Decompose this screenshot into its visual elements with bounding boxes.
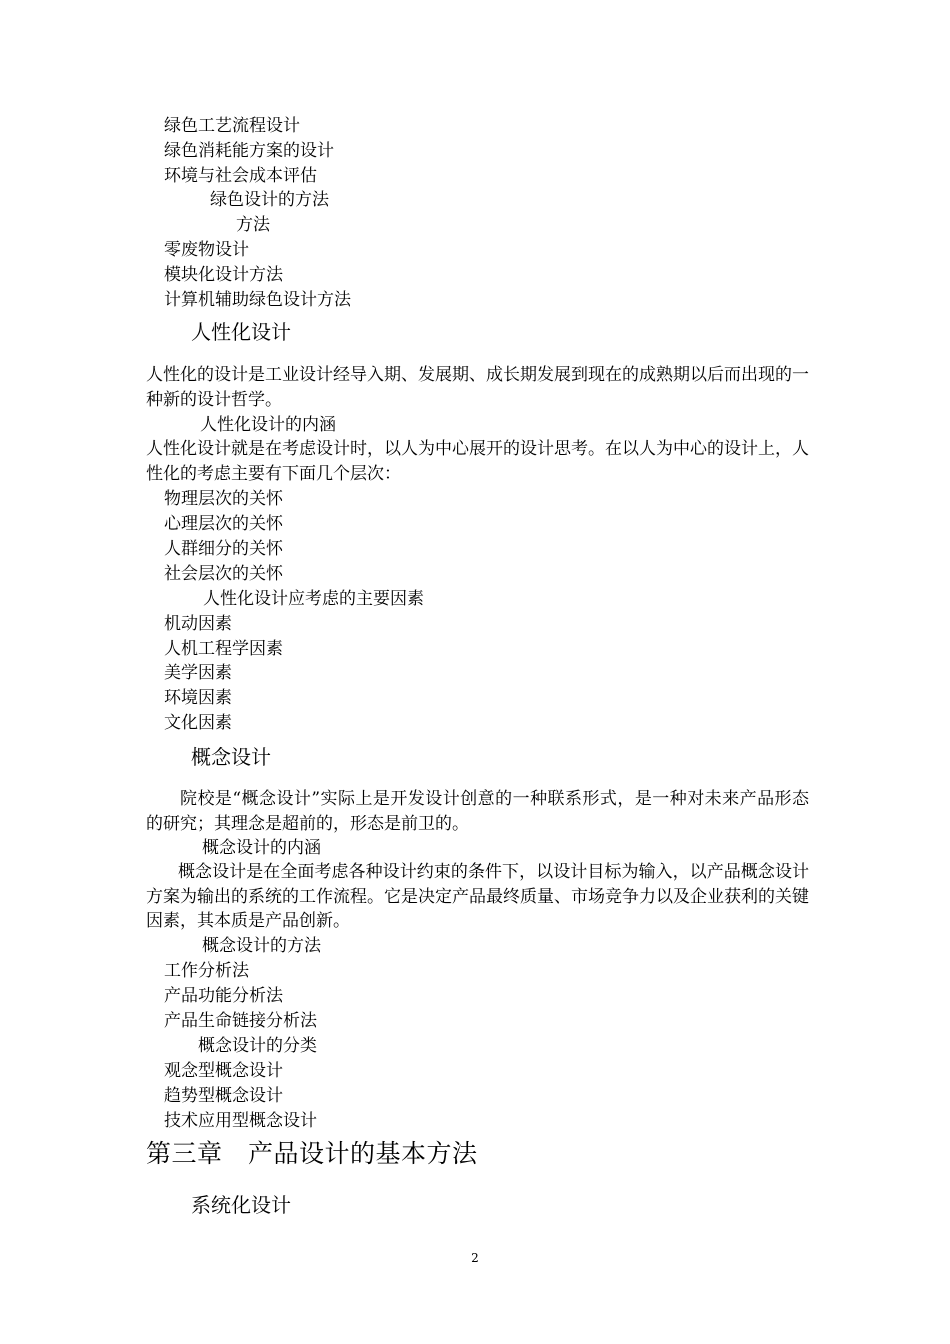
list-item: 人群细分的关怀	[164, 539, 283, 559]
list-item: 环境与社会成本评估	[164, 166, 317, 186]
list-item: 趋势型概念设计	[164, 1086, 283, 1106]
paragraph: 院校是“概念设计”实际上是开发设计创意的一种联系形式，是一种对未来产品形态的研究；其理念是超前的，形态是前卫的。	[146, 789, 809, 834]
subheading: 概念设计的分类	[198, 1036, 317, 1056]
subheading: 概念设计的内涵	[202, 838, 321, 858]
list-item: 产品功能分析法	[164, 986, 283, 1006]
list-item: 环境因素	[164, 688, 232, 708]
page-number: 2	[471, 1251, 479, 1265]
list-item: 技术应用型概念设计	[164, 1111, 317, 1131]
list-item: 模块化设计方法	[164, 265, 283, 285]
subheading: 方法	[236, 215, 270, 235]
list-item: 工作分析法	[164, 961, 249, 981]
list-item: 观念型概念设计	[164, 1061, 283, 1081]
section-heading: 人性化设计	[191, 320, 291, 344]
list-item: 产品生命链接分析法	[164, 1011, 317, 1031]
section-heading: 系统化设计	[191, 1193, 291, 1217]
list-item: 心理层次的关怀	[164, 514, 283, 534]
section-heading: 概念设计	[191, 745, 271, 769]
list-item: 机动因素	[164, 614, 232, 634]
subheading: 绿色设计的方法	[210, 190, 329, 210]
list-item: 物理层次的关怀	[164, 489, 283, 509]
list-item: 零废物设计	[164, 240, 249, 260]
paragraph: 概念设计是在全面考虑各种设计约束的条件下，以设计目标为输入，以产品概念设计方案为输出的系统的工作流程。它是决定产品最终质量、市场竞争力以及企业获利的关键因素，其本质是产品创新。	[146, 862, 809, 931]
chapter-heading: 第三章 产品设计的基本方法	[146, 1139, 478, 1168]
list-item: 美学因素	[164, 663, 232, 683]
list-item: 人机工程学因素	[164, 639, 283, 659]
subheading: 人性化设计的内涵	[200, 415, 336, 435]
list-item: 社会层次的关怀	[164, 564, 283, 584]
list-item: 绿色工艺流程设计	[164, 116, 300, 136]
subheading: 概念设计的方法	[202, 936, 321, 956]
subheading: 人性化设计应考虑的主要因素	[203, 589, 424, 609]
list-item: 文化因素	[164, 713, 232, 733]
paragraph: 人性化的设计是工业设计经导入期、发展期、成长期发展到现在的成熟期以后而出现的一种新的设计哲学。	[146, 365, 809, 410]
list-item: 计算机辅助绿色设计方法	[164, 290, 351, 310]
list-item: 绿色消耗能方案的设计	[164, 141, 334, 161]
paragraph: 人性化设计就是在考虑设计时，以人为中心展开的设计思考。在以人为中心的设计上，人性化的考虑主要有下面几个层次：	[146, 439, 809, 484]
